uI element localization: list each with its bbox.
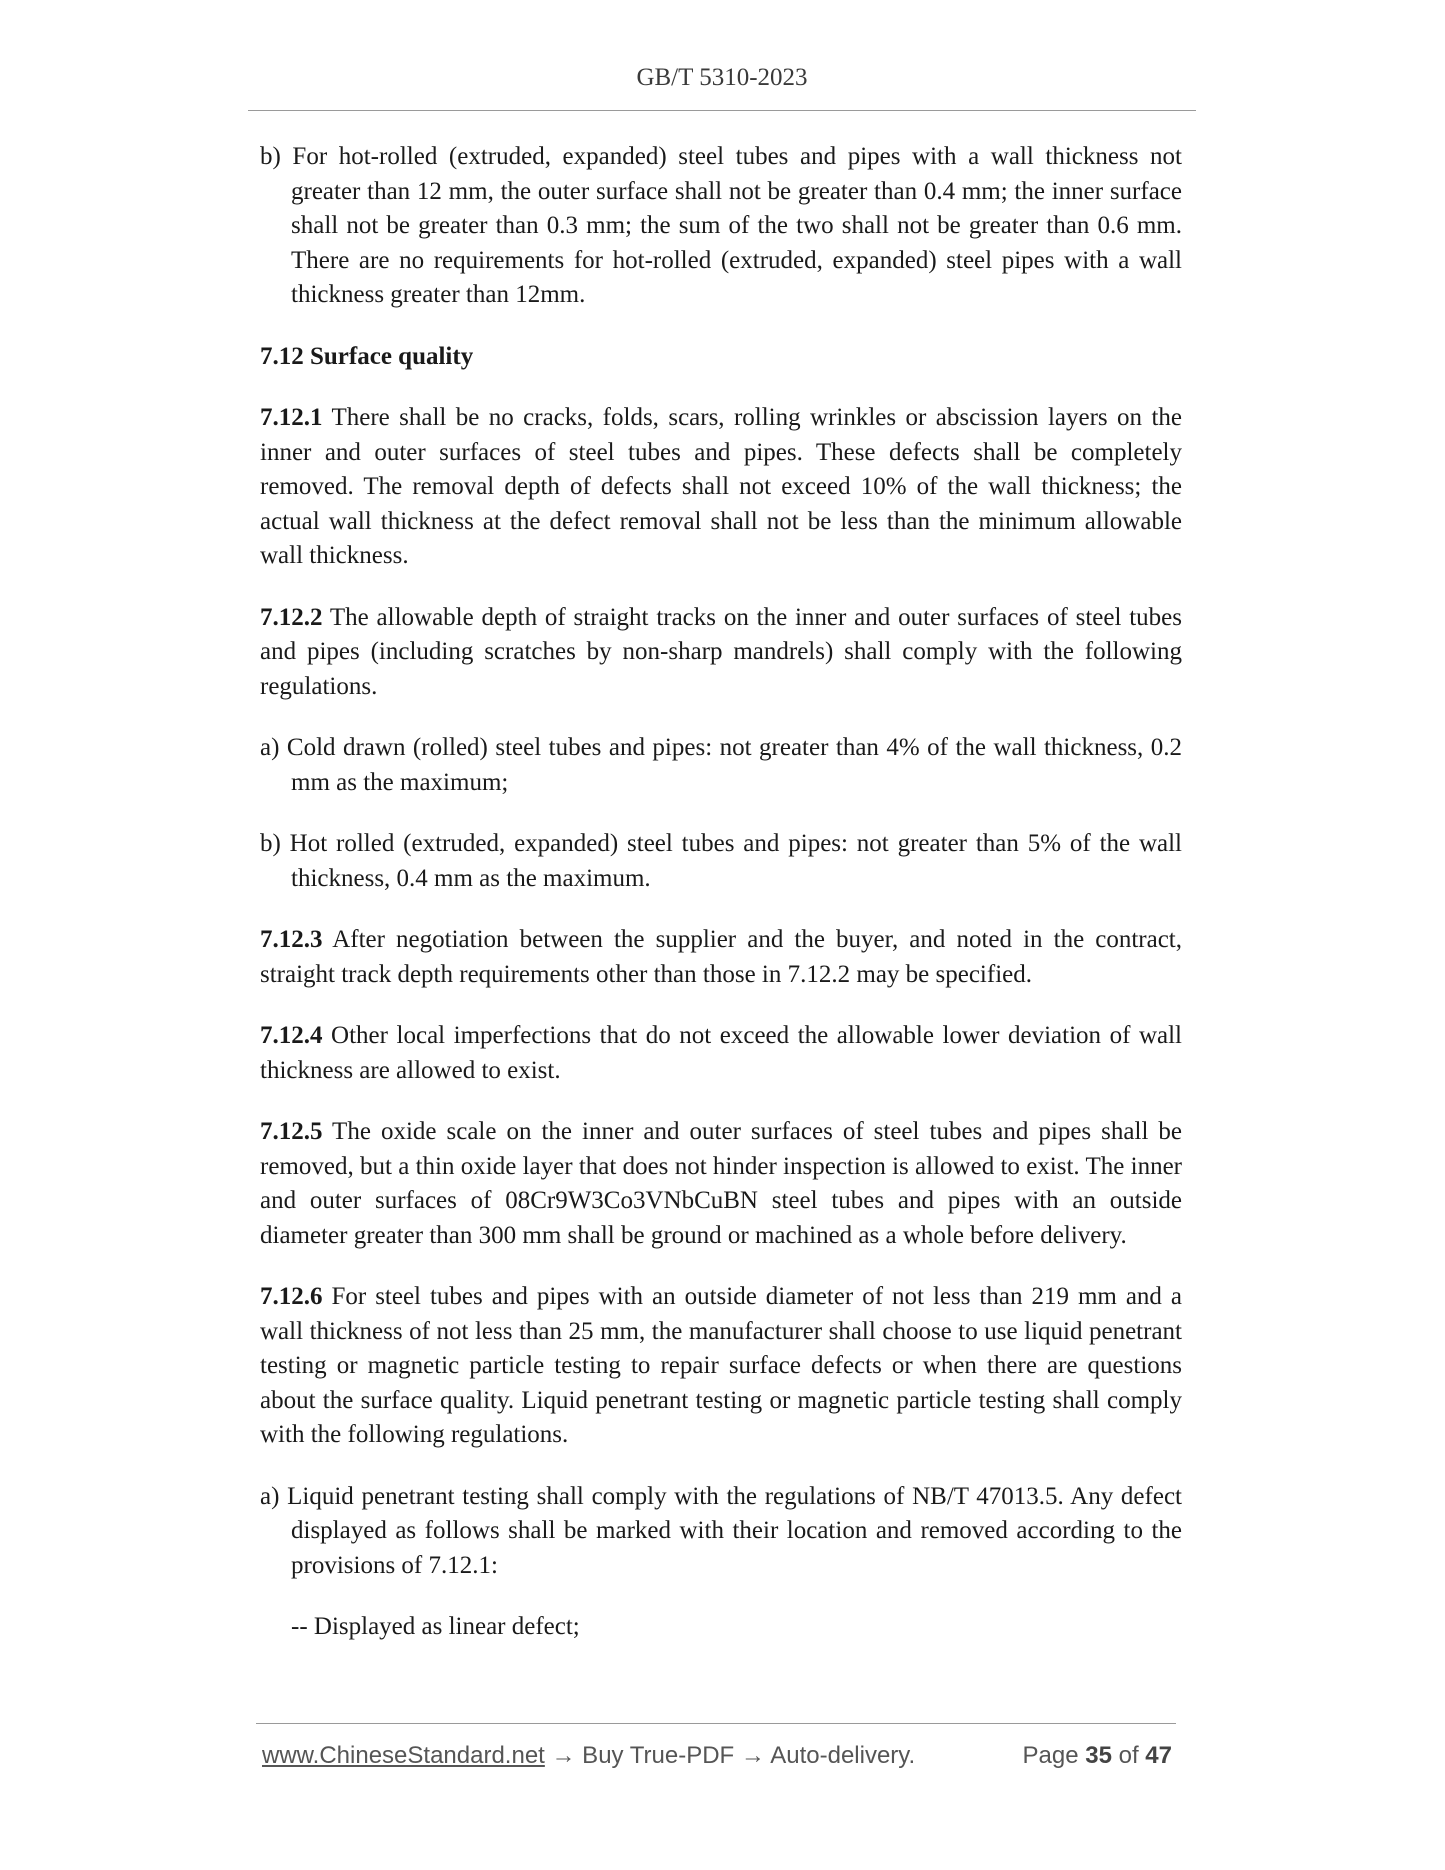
page-header-standard: GB/T 5310-2023 — [636, 64, 808, 91]
footer-divider — [256, 1723, 1176, 1724]
list-item-a-cold-drawn: a) Cold drawn (rolled) steel tubes and pipes: not greater than 4% of the wall thickness, 0.2 mm as the maximum; — [260, 734, 1182, 796]
document-body — [260, 140, 1182, 1672]
clause-7-12-4 — [260, 1019, 1182, 1088]
clause-7-12-3 — [260, 923, 1182, 992]
clause-text: There shall be no cracks, folds, scars, rolling wrinkles or abscission layers on the inner and outer surfaces of steel tubes and pipes. These defects shall be completely removed. The removal depth of defects shall not exceed 10% of the wall thickness; the actual wall thickness at the defect removal shall not be less than the minimum allowable wall thickness. — [260, 404, 1182, 569]
list-item-b-hot-rolled: b) Hot rolled (extruded, expanded) steel tubes and pipes: not greater than 5% of the wall thickness, 0.4 mm as the maximum. — [260, 830, 1182, 892]
clause-number: 7.12.4 — [260, 1022, 323, 1049]
clause-number: 7.12.1 — [260, 404, 323, 431]
clause-text: The allowable depth of straight tracks on the inner and outer surfaces of steel tubes and pipes (including scratches by non-sharp mandrels) shall comply with the following regulations. — [260, 603, 1182, 700]
clause-7-12-6 — [260, 1280, 1182, 1453]
page-total: 47 — [1145, 1742, 1172, 1769]
clause-number: 7.12.3 — [260, 926, 323, 953]
header-divider — [248, 110, 1196, 111]
page-indicator — [1023, 1742, 1172, 1770]
clause-7-12-2 — [260, 601, 1182, 705]
clause-7-12-1 — [260, 401, 1182, 574]
clause-number: 7.12.5 — [260, 1118, 323, 1145]
clause-number: 7.12.6 — [260, 1283, 323, 1310]
page-of-label: of — [1111, 1742, 1146, 1769]
clause-text: For steel tubes and pipes with an outside diameter of not less than 219 mm and a wall thickness of not less than 25 mm, the manufacturer shall choose to use liquid penetrant testing or magnetic particle testing to repair surface defects or when there are questions about the surface quality. Liquid penetrant testing or magnetic particle testing shall comply with the following regulations. — [260, 1283, 1182, 1448]
list-item-b-wall-thickness: b) For hot-rolled (extruded, expanded) steel tubes and pipes with a wall thickness not greater than 12 mm, the outer surface shall not be greater than 0.4 mm; the inner surface shall not be greater than 0.3 mm; the sum of the two shall not be greater than 0.6 mm. There are no requirements for hot-rolled (extruded, expanded) steel pipes with a wall thickness greater than 12mm. — [260, 143, 1182, 308]
site-link[interactable]: www.ChineseStandard.net — [262, 1742, 545, 1769]
list-item-a-liquid-penetrant: a) Liquid penetrant testing shall comply with the regulations of NB/T 47013.5. Any defect displayed as follows shall be marked with their location and removed according to the provisions of 7.12.1: — [260, 1482, 1182, 1579]
dash-item-linear-defect: -- Displayed as linear defect; — [291, 1613, 580, 1640]
section-heading-surface-quality: 7.12 Surface quality — [260, 342, 474, 370]
clause-text: Other local imperfections that do not exceed the allowable lower deviation of wall thickness are allowed to exist. — [260, 1022, 1182, 1084]
clause-text: After negotiation between the supplier and the buyer, and noted in the contract, straight track depth requirements other than those in 7.12.2 may be specified. — [260, 926, 1182, 988]
page-label: Page — [1022, 1742, 1086, 1769]
clause-7-12-5 — [260, 1115, 1182, 1253]
clause-text: The oxide scale on the inner and outer surfaces of steel tubes and pipes shall be removed, but a thin oxide layer that does not hinder inspection is allowed to exist. The inner and outer surfaces of 08Cr9W3Co3VNbCuBN steel tubes and pipes with an outside diameter greater than 300 mm shall be ground or machined as a whole before delivery. — [260, 1118, 1182, 1249]
page-current: 35 — [1085, 1742, 1112, 1769]
footer-promo-text: → Buy True-PDF → Auto-delivery. — [544, 1742, 916, 1769]
footer-promo — [262, 1742, 915, 1770]
clause-number: 7.12.2 — [260, 603, 323, 631]
